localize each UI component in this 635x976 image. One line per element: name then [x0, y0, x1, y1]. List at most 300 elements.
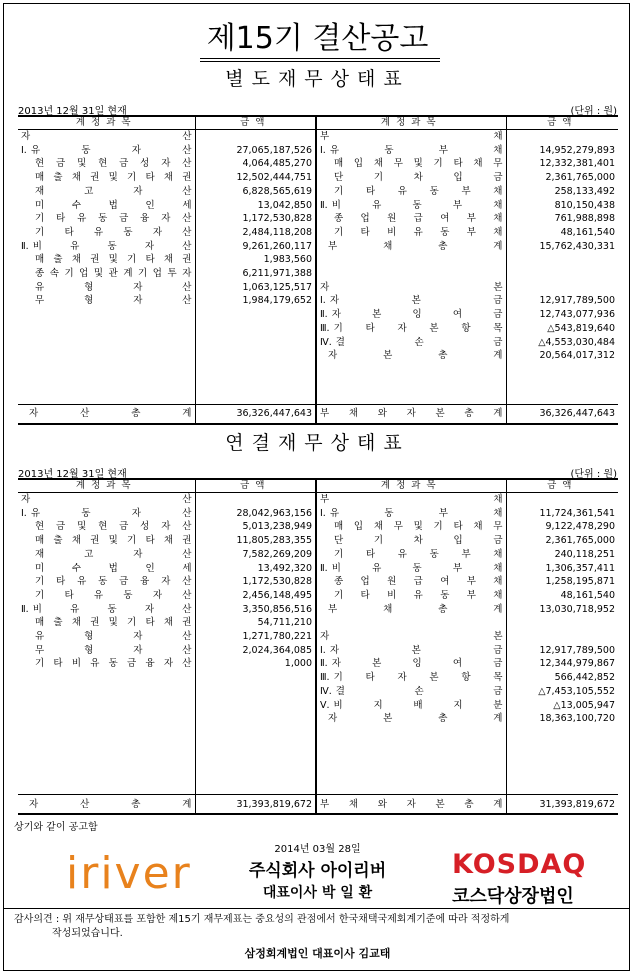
account-label: 매 출 채 권 및 기 타 채 권: [35, 172, 192, 184]
audit-opinion-line2: 작성되었습니다.: [52, 928, 123, 939]
asset-amount-cell: 11,805,283,355: [195, 534, 316, 548]
liability-amount-cell: △4,553,030,484: [538, 336, 615, 348]
asset-account-cell: [18, 322, 195, 336]
account-label: 미 수 법 인 세: [35, 562, 192, 574]
table-row: [18, 377, 618, 391]
table-row: [18, 685, 618, 699]
company-name: 주식회사 아이리버: [248, 861, 387, 881]
table-row: [18, 363, 618, 377]
table-row: [18, 130, 618, 144]
asset-amount-cell: [195, 493, 316, 507]
account-label: [21, 712, 192, 726]
table-row: [18, 226, 618, 240]
liability-account-cell: [316, 781, 506, 795]
asset-account-cell: [18, 630, 195, 644]
account-label: 매 출 채 권 및 기 타 채 권: [35, 535, 192, 547]
asset-amount-cell: [195, 671, 316, 685]
table-row: [18, 575, 618, 589]
account-label: 현 금 및 현 금 성 자 산: [35, 158, 192, 170]
kosdaq-logo: KOSDAQ: [452, 849, 587, 880]
liability-account-cell: [316, 212, 506, 226]
table-header: [18, 479, 618, 493]
account-label: [21, 322, 192, 336]
liability-amount-cell: 11,724,361,541: [539, 507, 615, 519]
separate-unit: (단위 : 원): [570, 106, 617, 117]
asset-amount-cell: 28,042,963,156: [195, 507, 316, 521]
asset-account-cell: [18, 712, 195, 726]
asset-amount-cell: [195, 685, 316, 699]
account-label: [320, 616, 503, 630]
account-label: 유 형 자 산: [35, 631, 192, 643]
account-label: [21, 781, 192, 795]
table-header: [18, 116, 618, 130]
account-label: 매 출 채 권 및 기 타 채 권: [35, 254, 192, 266]
table-row: [18, 630, 618, 644]
liability-amount-cell: △13,005,947: [553, 699, 615, 711]
table-row: [18, 657, 618, 671]
account-label: 종 업 원 급 여 부 채: [334, 576, 503, 588]
account-label: 자 산: [21, 131, 192, 142]
table-row: [18, 294, 618, 308]
announcement-date: 2014년 03월 28일: [274, 844, 361, 855]
account-label: [21, 363, 192, 377]
liability-account-cell: [316, 603, 506, 617]
liability-amount-cell: [506, 363, 618, 377]
table-row: [18, 281, 618, 295]
consolidated-balance-sheet: [18, 478, 618, 815]
asset-account-cell: [18, 240, 195, 254]
asset-amount-cell: 3,350,856,516: [195, 603, 316, 617]
kosdaq-listed-label: 코스닥상장법인: [452, 886, 574, 907]
table-row: [18, 212, 618, 226]
page-title: 제15기 결산공고: [206, 21, 429, 56]
account-label: Ⅲ. 기 타 자 본 항 목: [320, 322, 503, 334]
table-row: [18, 267, 618, 281]
asset-amount-cell: [195, 753, 316, 767]
liability-amount-cell: [506, 253, 618, 267]
header-cell: 금액: [506, 116, 618, 130]
asset-account-cell: [18, 130, 195, 144]
title-underline-2: [200, 61, 440, 62]
table-row: [18, 157, 618, 171]
liability-account-cell: [316, 157, 506, 171]
account-label: 기 타 비 유 동 부 채: [334, 589, 503, 601]
asset-amount-cell: 2,024,364,085: [195, 644, 316, 658]
liability-account-cell: [316, 240, 506, 254]
table-row: [18, 699, 618, 713]
asset-account-cell: [18, 212, 195, 226]
liability-account-cell: [316, 753, 506, 767]
separate-balance-sheet: [18, 115, 618, 425]
asset-amount-cell: 54,711,210: [195, 616, 316, 630]
account-label: [21, 308, 192, 322]
table-row: [18, 308, 618, 322]
account-label: 기 타 유 동 금 융 자 산: [35, 576, 192, 588]
asset-account-cell: [18, 726, 195, 740]
account-label: 단 기 차 입 금: [334, 172, 503, 184]
header-cell: 금액: [506, 479, 618, 493]
account-label: [21, 671, 192, 685]
asset-amount-cell: [195, 712, 316, 726]
liability-amount-cell: 36,326,447,643: [506, 405, 618, 425]
asset-amount-cell: [195, 130, 316, 144]
liability-amount-cell: 12,332,381,401: [539, 158, 615, 170]
asset-account-cell: [18, 644, 195, 658]
account-label: [21, 767, 192, 781]
liability-account-cell: [316, 616, 506, 630]
account-label: 현 금 및 현 금 성 자 산: [35, 521, 192, 533]
liability-amount-cell: △7,453,105,552: [538, 685, 615, 697]
account-label: 자 산 총 계: [29, 408, 192, 420]
asset-account-cell: [18, 562, 195, 576]
account-label: Ⅰ. 유 동 부 채: [320, 507, 503, 519]
asset-account-cell: [18, 740, 195, 754]
liability-account-cell: [316, 726, 506, 740]
liability-account-cell: [316, 548, 506, 562]
liability-account-cell: [316, 171, 506, 185]
account-label: Ⅰ. 자 본 금: [320, 644, 503, 656]
account-label: [21, 349, 192, 363]
account-label: [21, 336, 192, 350]
account-label: [320, 753, 503, 767]
asset-amount-cell: 1,984,179,652: [195, 294, 316, 308]
liability-amount-cell: 2,361,765,000: [545, 172, 615, 184]
asset-account-cell: [18, 795, 195, 815]
asset-account-cell: [18, 226, 195, 240]
account-label: [320, 767, 503, 781]
iriver-logo: iriver: [66, 848, 192, 899]
liability-amount-cell: 18,363,100,720: [539, 713, 615, 725]
account-label: 자 본: [320, 631, 503, 643]
account-label: 재 고 자 산: [35, 548, 192, 560]
account-label: 부 채 총 계: [328, 603, 503, 615]
asset-amount-cell: 13,042,850: [195, 199, 316, 213]
liability-account-cell: [316, 322, 506, 336]
liability-amount-cell: 20,564,017,312: [539, 350, 615, 362]
asset-amount-cell: [195, 781, 316, 795]
asset-account-cell: [18, 657, 195, 671]
asset-amount-cell: [195, 726, 316, 740]
liability-amount-cell: [506, 726, 618, 740]
header-cell: 계정과목: [316, 479, 506, 493]
consolidated-unit: (단위 : 원): [570, 469, 617, 480]
account-label: 자 산: [21, 494, 192, 505]
asset-amount-cell: [195, 336, 316, 350]
asset-account-cell: [18, 185, 195, 199]
liability-amount-cell: 1,306,357,411: [545, 562, 615, 574]
asset-account-cell: [18, 253, 195, 267]
asset-amount-cell: 6,828,565,619: [195, 185, 316, 199]
liability-amount-cell: △543,819,640: [547, 322, 615, 334]
account-label: 기 타 비 유 동 금 융 자 산: [35, 658, 192, 670]
separate-date: 2013년 12월 31일 현재: [18, 106, 127, 117]
account-label: [320, 726, 503, 740]
asset-amount-cell: 1,063,125,517: [195, 281, 316, 295]
asset-account-cell: [18, 377, 195, 391]
liability-account-cell: [316, 144, 506, 158]
account-label: 부 채 총 계: [328, 240, 503, 252]
account-label: [21, 699, 192, 713]
table-row: [18, 171, 618, 185]
asset-account-cell: [18, 390, 195, 404]
liability-account-cell: [316, 363, 506, 377]
asset-account-cell: [18, 144, 195, 158]
asset-account-cell: [18, 157, 195, 171]
header-cell: 계정과목: [316, 116, 506, 130]
asset-amount-cell: 1,172,530,828: [195, 212, 316, 226]
account-label: 유 형 자 산: [35, 281, 192, 293]
liability-amount-cell: 2,361,765,000: [545, 535, 615, 547]
asset-account-cell: [18, 534, 195, 548]
liability-amount-cell: [506, 630, 618, 644]
account-label: Ⅲ. 기 타 자 본 항 목: [320, 672, 503, 684]
liability-account-cell: [316, 294, 506, 308]
asset-amount-cell: 6,211,971,388: [195, 267, 316, 281]
liability-amount-cell: 14,952,279,893: [539, 144, 615, 156]
asset-amount-cell: [195, 349, 316, 363]
consolidated-date: 2013년 12월 31일 현재: [18, 469, 127, 480]
asset-account-cell: [18, 781, 195, 795]
account-label: 무 형 자 산: [35, 644, 192, 656]
table-row: [18, 644, 618, 658]
table-row: [18, 405, 618, 425]
liability-amount-cell: [506, 377, 618, 391]
account-label: Ⅴ. 비 지 배 지 분: [320, 699, 503, 711]
account-label: 기 타 유 동 자 산: [35, 226, 192, 238]
asset-account-cell: [18, 616, 195, 630]
account-label: [320, 253, 503, 267]
table-row: [18, 548, 618, 562]
table-row: [18, 740, 618, 754]
asset-account-cell: [18, 267, 195, 281]
asset-amount-cell: 7,582,269,209: [195, 548, 316, 562]
table-row: [18, 534, 618, 548]
account-label: [320, 390, 503, 404]
title-underline: [200, 58, 440, 59]
account-label: Ⅰ. 자 본 금: [320, 295, 503, 307]
asset-amount-cell: [195, 767, 316, 781]
account-label: Ⅳ. 결 손 금: [320, 336, 503, 348]
audit-opinion-line1: 감사의견 : 위 재무상태표를 포함한 제15기 재무제표는 중요성의 관점에서 한국채택국제회계기준에 따라 적정하게: [14, 914, 510, 925]
asset-account-cell: [18, 507, 195, 521]
account-label: [320, 377, 503, 391]
liability-account-cell: [316, 390, 506, 404]
table-row: [18, 616, 618, 630]
account-label: 기 타 유 동 자 산: [35, 589, 192, 601]
table-row: [18, 603, 618, 617]
liability-amount-cell: [506, 267, 618, 281]
liability-account-cell: [316, 685, 506, 699]
account-label: 무 형 자 산: [35, 295, 192, 307]
asset-amount-cell: 5,013,238,949: [195, 520, 316, 534]
audit-opinion: [14, 913, 614, 941]
liability-amount-cell: 566,442,852: [554, 672, 615, 684]
liability-account-cell: [316, 493, 506, 507]
account-label: [21, 390, 192, 404]
liability-amount-cell: 9,122,478,290: [545, 521, 615, 533]
table-row: [18, 795, 618, 815]
account-label: [320, 740, 503, 754]
account-label: 부 채: [320, 131, 503, 142]
account-label: 기 타 비 유 동 부 채: [334, 226, 503, 238]
account-label: 자 산 총 계: [29, 798, 192, 810]
liability-amount-cell: 15,762,430,331: [539, 240, 615, 252]
table-row: [18, 240, 618, 254]
account-label: [21, 377, 192, 391]
asset-amount-cell: 1,983,560: [195, 253, 316, 267]
account-label: [320, 363, 503, 377]
asset-amount-cell: [195, 390, 316, 404]
liability-account-cell: [316, 199, 506, 213]
liability-account-cell: [316, 185, 506, 199]
account-label: 종 속 기 업 및 관 계 기 업 투 자: [35, 268, 192, 280]
account-label: Ⅱ. 비 유 동 자 산: [21, 603, 192, 615]
table-row: [18, 493, 618, 507]
table-row: [18, 712, 618, 726]
account-label: 기 타 유 동 금 융 자 산: [35, 213, 192, 225]
liability-amount-cell: 48,161,540: [560, 226, 615, 238]
liability-account-cell: [316, 671, 506, 685]
account-label: Ⅱ. 자 본 잉 여 금: [320, 658, 503, 670]
liability-amount-cell: 12,917,789,500: [539, 644, 615, 656]
liability-account-cell: [316, 308, 506, 322]
liability-account-cell: [316, 712, 506, 726]
table-row: [18, 507, 618, 521]
liability-account-cell: [316, 281, 506, 295]
table-row: [18, 562, 618, 576]
liability-account-cell: [316, 349, 506, 363]
liability-amount-cell: 1,258,195,871: [545, 576, 615, 588]
account-label: 단 기 차 입 금: [334, 535, 503, 547]
account-label: [320, 267, 503, 281]
liability-account-cell: [316, 630, 506, 644]
table-row: [18, 390, 618, 404]
asset-amount-cell: 36,326,447,643: [195, 405, 316, 425]
account-label: Ⅱ. 비 유 동 부 채: [320, 199, 503, 211]
liability-amount-cell: [506, 390, 618, 404]
asset-amount-cell: 13,492,320: [195, 562, 316, 576]
asset-amount-cell: [195, 308, 316, 322]
header-cell: 금액: [195, 116, 316, 130]
account-label: 기 타 유 동 부 채: [334, 185, 503, 197]
asset-account-cell: [18, 767, 195, 781]
asset-amount-cell: 2,456,148,495: [195, 589, 316, 603]
liability-amount-cell: [506, 616, 618, 630]
account-label: 자 본 총 계: [328, 350, 503, 362]
account-label: [21, 740, 192, 754]
liability-amount-cell: 240,118,251: [554, 548, 615, 560]
liability-amount-cell: 12,344,979,867: [539, 658, 615, 670]
liability-amount-cell: 761,988,898: [554, 213, 615, 225]
liability-amount-cell: 12,743,077,936: [539, 309, 615, 321]
account-label: 자 본 총 계: [328, 713, 503, 725]
account-label: Ⅱ. 비 유 동 부 채: [320, 562, 503, 574]
table-row: [18, 322, 618, 336]
account-label: 매 출 채 권 및 기 타 채 권: [35, 617, 192, 629]
account-label: [320, 781, 503, 795]
liability-amount-cell: 810,150,438: [554, 199, 615, 211]
asset-account-cell: [18, 699, 195, 713]
liability-amount-cell: [506, 281, 618, 295]
table-row: [18, 726, 618, 740]
footer-divider: [3, 908, 630, 909]
account-label: 부 채 와 자 본 총 계: [320, 798, 503, 810]
asset-account-cell: [18, 308, 195, 322]
header-cell: 계정과목: [18, 479, 195, 493]
liability-account-cell: [316, 130, 506, 144]
liability-account-cell: [316, 267, 506, 281]
table-row: [18, 199, 618, 213]
liability-account-cell: [316, 336, 506, 350]
asset-amount-cell: [195, 377, 316, 391]
liability-amount-cell: 12,917,789,500: [539, 295, 615, 307]
liability-amount-cell: [506, 740, 618, 754]
liability-amount-cell: [506, 767, 618, 781]
ceo-name: 대표이사 박 일 환: [262, 885, 373, 901]
liability-account-cell: [316, 699, 506, 713]
liability-account-cell: [316, 589, 506, 603]
account-label: Ⅱ. 자 본 잉 여 금: [320, 309, 503, 321]
asset-account-cell: [18, 199, 195, 213]
header-cell: 금액: [195, 479, 316, 493]
asset-amount-cell: [195, 322, 316, 336]
account-label: [21, 726, 192, 740]
asset-amount-cell: 1,271,780,221: [195, 630, 316, 644]
liability-account-cell: [316, 795, 506, 815]
separate-subtitle: 별도재무상태표: [225, 68, 410, 90]
account-label: Ⅰ. 유 동 부 채: [320, 144, 503, 156]
account-label: 부 채 와 자 본 총 계: [320, 408, 503, 420]
account-label: 부 채: [320, 494, 503, 505]
asset-account-cell: [18, 493, 195, 507]
table-row: [18, 781, 618, 795]
liability-amount-cell: 48,161,540: [560, 589, 615, 601]
asset-account-cell: [18, 281, 195, 295]
account-label: [21, 753, 192, 767]
liability-account-cell: [316, 657, 506, 671]
account-label: 매 입 채 무 및 기 타 채 무: [334, 521, 503, 533]
liability-amount-cell: [506, 781, 618, 795]
table-row: [18, 671, 618, 685]
table-row: [18, 144, 618, 158]
asset-amount-cell: [195, 740, 316, 754]
account-label: 재 고 자 산: [35, 185, 192, 197]
asset-amount-cell: 4,064,485,270: [195, 157, 316, 171]
asset-amount-cell: 1,000: [195, 657, 316, 671]
table-row: [18, 767, 618, 781]
liability-account-cell: [316, 562, 506, 576]
liability-account-cell: [316, 767, 506, 781]
liability-account-cell: [316, 520, 506, 534]
liability-amount-cell: 258,133,492: [554, 185, 615, 197]
table-row: [18, 589, 618, 603]
liability-amount-cell: 31,393,819,672: [506, 795, 618, 815]
asset-account-cell: [18, 671, 195, 685]
table-row: [18, 349, 618, 363]
asset-account-cell: [18, 589, 195, 603]
asset-account-cell: [18, 753, 195, 767]
liability-account-cell: [316, 575, 506, 589]
account-label: 기 타 유 동 부 채: [334, 548, 503, 560]
asset-amount-cell: 27,065,187,526: [195, 144, 316, 158]
liability-account-cell: [316, 507, 506, 521]
liability-amount-cell: [506, 130, 618, 144]
account-label: Ⅱ. 비 유 동 자 산: [21, 240, 192, 252]
table-row: [18, 253, 618, 267]
asset-account-cell: [18, 171, 195, 185]
liability-account-cell: [316, 377, 506, 391]
auditor-name: 삼정회계법인 대표이사 김교태: [244, 947, 391, 960]
